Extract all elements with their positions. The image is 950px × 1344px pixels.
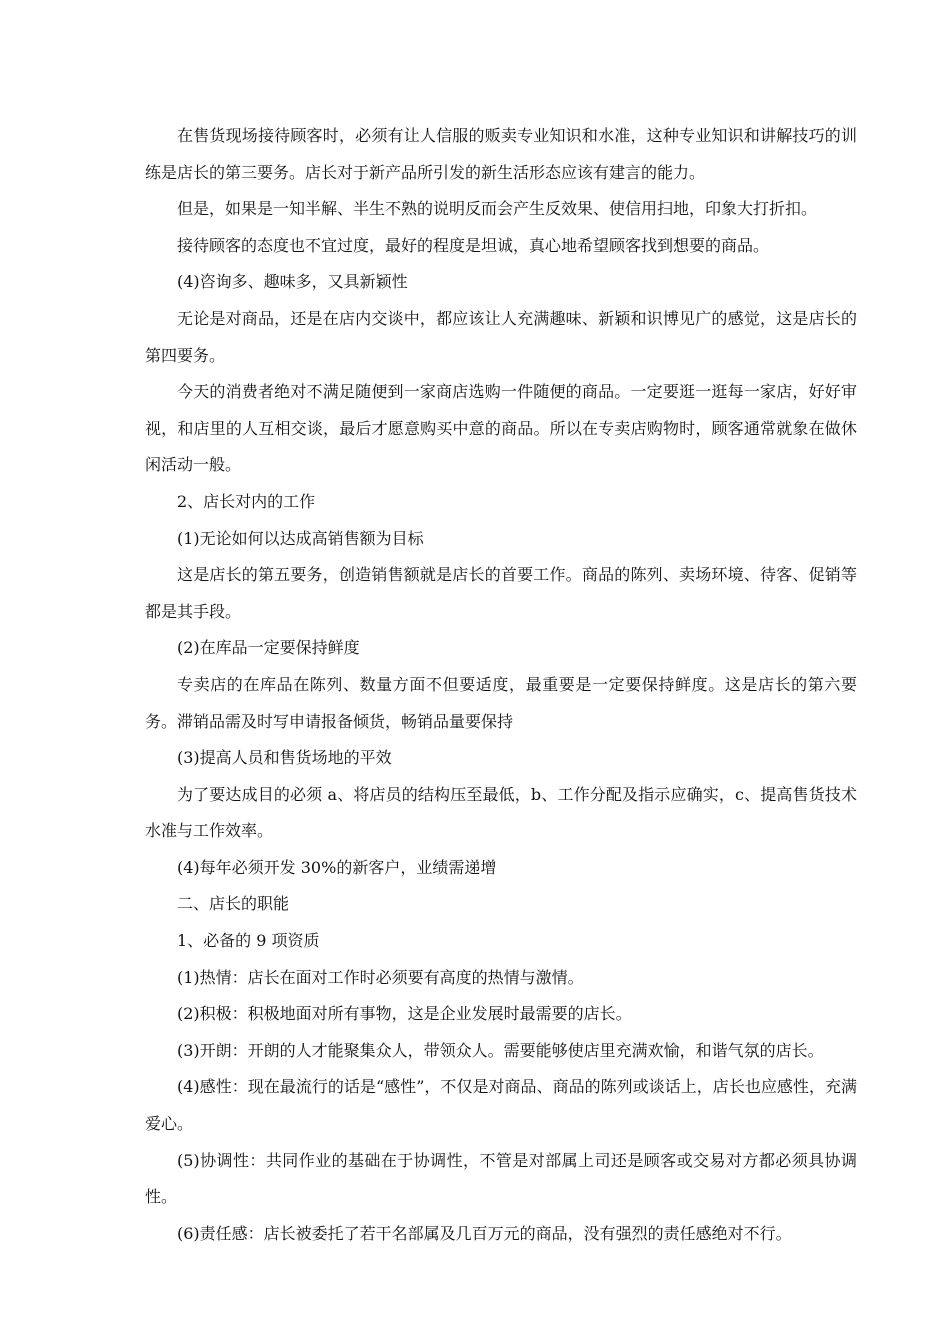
list-item: (3)开朗：开朗的人才能聚集众人，带领众人。需要能够使店里充满欢愉，和谐气氛的店长。 (177, 1040, 824, 1060)
paragraph: 为了要达成目的必须 a、将店员的结构压至最低，b、工作分配及指示应确实，c、提高售货技术水准与工作效率。 (145, 784, 857, 841)
section-heading: 2、店长对内的工作 (177, 491, 316, 511)
list-item: (4)感性：现在最流行的话是“感性”，不仅是对商品、商品的陈列或谈话上，店长也应感性，充满爱心。 (145, 1077, 857, 1134)
paragraph: 接待顾客的态度也不宜过度，最好的程度是坦诚，真心地希望顾客找到想要的商品。 (177, 235, 770, 255)
section-heading: 1、必备的 9 项资质 (177, 931, 320, 951)
list-item: (6)责任感：店长被委托了若干名部属及几百万元的商品，没有强烈的责任感绝对不行。 (177, 1223, 792, 1243)
section-heading: (4)每年必须开发 30%的新客户，业绩需递增 (177, 857, 497, 877)
section-heading: (2)在库品一定要保持鲜度 (177, 638, 360, 658)
list-item: (2)积极：积极地面对所有事物，这是企业发展时最需要的店长。 (177, 1004, 632, 1024)
paragraph: 这是店长的第五要务，创造销售额就是店长的首要工作。商品的陈列、卖场环境、待客、促销等都是其手段。 (145, 565, 857, 621)
list-item: (5)协调性：共同作业的基础在于协调性，不管是对部属上司还是顾客或交易对方都必须具协调性。 (145, 1150, 857, 1207)
paragraph: 但是，如果是一知半解、半生不熟的说明反而会产生反效果、使信用扫地，印象大打折扣。 (177, 199, 818, 219)
paragraph: 专卖店的在库品在陈列、数量方面不但要适度，最重要是一定要保持鲜度。这是店长的第六要务。滞销品需及时写申请报备倾货，畅销品量要保持 (145, 674, 857, 731)
document-body (145, 118, 857, 1252)
section-heading: (3)提高人员和售货场地的平效 (177, 748, 392, 768)
paragraph: 在售货现场接待顾客时，必须有让人信服的贩卖专业知识和水准，这种专业知识和讲解技巧的训练是店长的第三要务。店长对于新产品所引发的新生活形态应该有建言的能力。 (145, 126, 857, 182)
list-item: (1)热情：店长在面对工作时必须要有高度的热情与激情。 (177, 967, 584, 987)
paragraph: 今天的消费者绝对不满足随便到一家商店选购一件随便的商品。一定要逛一逛每一家店，好好审视，和店里的人互相交谈，最后才愿意购买中意的商品。所以在专卖店购物时，顾客通常就象在做休闲活动一般。 (145, 382, 857, 475)
section-heading: 二、店长的职能 (177, 894, 290, 914)
section-heading: (4)咨询多、趣味多，又具新颖性 (177, 272, 408, 292)
paragraph: 无论是对商品，还是在店内交谈中，都应该让人充满趣味、新颖和识博见广的感觉，这是店长的第四要务。 (145, 308, 857, 365)
section-heading: (1)无论如何以达成高销售额为目标 (177, 528, 424, 548)
